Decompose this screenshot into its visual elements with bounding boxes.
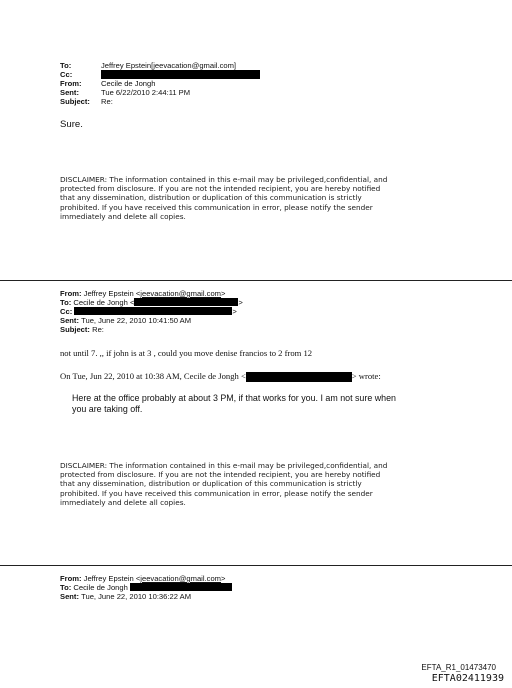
- disclaimer-line: protected from disclosure. If you are not the intended recipient, you are hereby notified: [60, 470, 381, 480]
- to-row: [60, 61, 260, 70]
- email1-body: Sure.: [60, 119, 83, 130]
- to-value: Jeffrey Epstein[jeevacation@gmail.com]: [101, 61, 237, 70]
- subject-row: [60, 97, 260, 106]
- redaction-bar: [246, 372, 352, 382]
- to-row: [60, 583, 232, 592]
- email2-disclaimer: [60, 461, 387, 507]
- email2-body: not until 7. ,, if john is at 3 , could you move denise francios to 2 from 12: [60, 348, 313, 358]
- from-label: From:: [60, 79, 82, 88]
- disclaimer-line: immediately and delete all copies.: [60, 497, 186, 507]
- cc-row: [60, 307, 243, 316]
- quote-wrote: > wrote:: [351, 371, 381, 381]
- sent-value: Tue, June 22, 2010 10:41:50 AM: [81, 316, 192, 325]
- from-name: Jeffrey Epstein <: [83, 289, 141, 298]
- cc-row: [60, 70, 260, 79]
- sent-value: Tue 6/22/2010 2:44:11 PM: [101, 88, 191, 97]
- from-row: [60, 574, 232, 583]
- disclaimer-line: DISCLAIMER: The information contained in this e-mail may be privileged,confidential, and: [60, 461, 388, 470]
- from-row: [60, 79, 260, 88]
- subject-label: Subject:: [60, 325, 90, 334]
- from-label: From:: [60, 289, 82, 298]
- sent-row: [60, 88, 260, 97]
- quote-intro: [60, 371, 381, 382]
- from-close: >: [221, 574, 226, 583]
- disclaimer-line: prohibited. If you have received this communication in error, please notify the sender: [60, 488, 373, 498]
- redaction-bar: [74, 307, 232, 315]
- from-name: Jeffrey Epstein <: [83, 574, 141, 583]
- quoted-line: you are taking off.: [72, 404, 143, 414]
- disclaimer-line: that any dissemination, distribution or duplication of this communication is strictly: [60, 479, 362, 489]
- from-email-link[interactable]: jeevacation@gmail.com: [140, 289, 222, 298]
- document-id-primary: EFTA_R1_01473470: [421, 663, 496, 672]
- subject-row: [60, 325, 243, 334]
- document-id-secondary: EFTA02411939: [431, 673, 504, 684]
- to-row: [60, 298, 243, 307]
- to-label: To:: [60, 583, 72, 592]
- cc-label: Cc:: [60, 70, 73, 79]
- sent-label: Sent:: [60, 592, 79, 601]
- sent-label: Sent:: [60, 316, 79, 325]
- to-label: To:: [60, 298, 72, 307]
- to-label: To:: [60, 61, 72, 70]
- email3-header: [60, 574, 232, 601]
- quoted-line: Here at the office probably at about 3 PM, if that works for you. I am not sure when: [72, 393, 396, 403]
- redaction-bar: [130, 583, 232, 591]
- redaction-bar: [134, 298, 238, 306]
- subject-label: Subject:: [60, 97, 90, 106]
- separator-line: [0, 280, 512, 281]
- cc-close: >: [232, 307, 237, 316]
- from-email-link[interactable]: jeevacation@gmail.com: [140, 574, 222, 583]
- email1-disclaimer: [60, 175, 387, 221]
- separator-line: [0, 565, 512, 566]
- sent-value: Tue, June 22, 2010 10:36:22 AM: [81, 592, 192, 601]
- disclaimer-line: DISCLAIMER: The information contained in this e-mail may be privileged,confidential, and: [60, 175, 388, 184]
- quoted-message: [72, 393, 396, 415]
- subject-value: Re:: [92, 325, 104, 334]
- cc-label: Cc:: [60, 307, 73, 316]
- email2-header: [60, 289, 243, 334]
- from-label: From:: [60, 574, 82, 583]
- to-close: >: [238, 298, 243, 307]
- from-value: Cecile de Jongh: [101, 79, 156, 88]
- sent-label: Sent:: [60, 88, 79, 97]
- disclaimer-line: immediately and delete all copies.: [60, 211, 186, 221]
- from-row: [60, 289, 243, 298]
- to-value: Cecile de Jongh <: [73, 298, 135, 307]
- subject-value: Re:: [101, 97, 113, 106]
- disclaimer-line: protected from disclosure. If you are not the intended recipient, you are hereby notified: [60, 184, 381, 194]
- from-close: >: [221, 289, 226, 298]
- email1-header: [60, 61, 260, 106]
- redaction-bar: [101, 70, 260, 79]
- disclaimer-line: prohibited. If you have received this communication in error, please notify the sender: [60, 202, 373, 212]
- disclaimer-line: that any dissemination, distribution or duplication of this communication is strictly: [60, 193, 362, 203]
- to-value: Cecile de Jongh: [73, 583, 128, 592]
- quote-intro-text: On Tue, Jun 22, 2010 at 10:38 AM, Cecile de Jongh <: [60, 371, 246, 381]
- sent-row: [60, 316, 243, 325]
- sent-row: [60, 592, 232, 601]
